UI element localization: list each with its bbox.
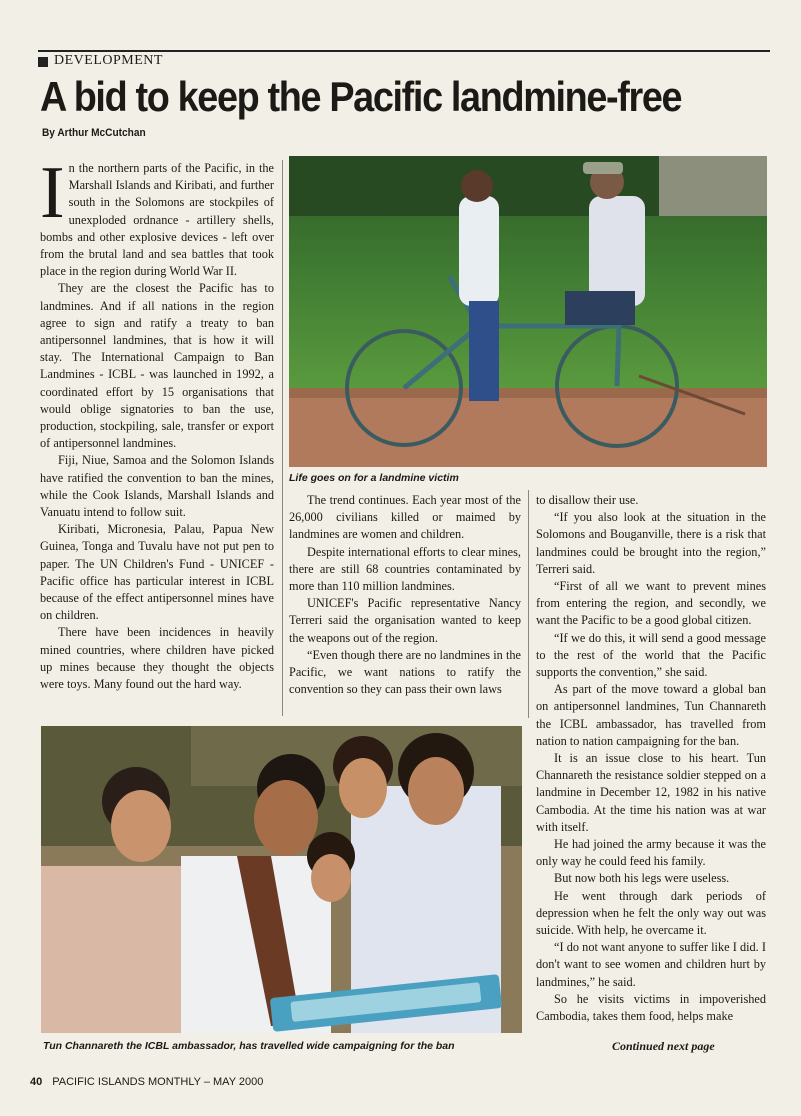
article-byline: By Arthur McCutchan: [42, 127, 146, 139]
publication-info: PACIFIC ISLANDS MONTHLY – MAY 2000: [52, 1076, 264, 1088]
column-divider: [282, 160, 283, 716]
drop-cap: I: [40, 152, 65, 234]
section-square-icon: [38, 57, 48, 67]
paragraph: The trend continues. Each year most of the 26,000 civilians killed or maimed by landmines are women and children.: [289, 493, 521, 542]
section-label: DEVELOPMENT: [54, 53, 163, 68]
photo-bicycle: [289, 156, 767, 467]
paragraph: They are the closest the Pacific has to landmines. And if all nations in the region agree to sign and ratify a treaty to ban antipersonnel landmines, that is how it will stay. The International Campaign to Ban Landmines - ICBL - was launched in 1992, a coordinated effort by 15 organisations that would oblige signatories to ban the use, production, stockpiling, sale, transfer or export of antipersonnel landmines.: [40, 281, 274, 451]
paragraph: Despite international efforts to clear mines, there are still 68 countries contaminated by more than 110 million landmines.: [289, 544, 521, 594]
photo-ambassador: [41, 726, 522, 1033]
paragraph: He had joined the army because it was the only way he could feed his family.: [536, 837, 766, 869]
page-footer: [30, 1076, 263, 1088]
column-divider: [528, 490, 529, 718]
paragraph: “If you also look at the situation in the Solomons and Bouganville, there is a risk that landmines could be brought into the region,” Terreri said.: [536, 510, 766, 576]
paragraph: He went through dark periods of depression when he felt the only way out was suicide. With help, he overcame it.: [536, 888, 766, 938]
paragraph: n the northern parts of the Pacific, in the Marshall Islands and Kiribati, and further south in the Solomons are stockpiles of unexploded ordnance - artillery shells, bombs and other explosive devices - left over from the brutal land and sea battles that took place in the region during World War II.: [40, 161, 274, 279]
continued-note: Continued next page: [612, 1039, 715, 1053]
article-headline: A bid to keep the Pacific landmine-free: [40, 73, 682, 120]
page-number: 40: [30, 1076, 43, 1088]
paragraph: “If we do this, it will send a good message to the rest of the world that the Pacific supports the convention,” she said.: [536, 630, 766, 680]
paragraph: But now both his legs were useless.: [554, 871, 730, 886]
section-header: [38, 50, 770, 68]
paragraph: Fiji, Niue, Samoa and the Solomon Islands have ratified the convention to ban the mines, while the Cook Islands, Marshall Islands and Vanuatu intend to follow suit.: [40, 453, 274, 520]
paragraph: “Even though there are no landmines in the Pacific, we want nations to ratify the convention so they can pass their own laws: [289, 647, 521, 697]
column-3: [536, 492, 766, 1037]
column-1: [40, 152, 274, 720]
paragraph: So he visits victims in impoverished Cambodia, takes them food, helps make: [536, 991, 766, 1024]
paragraph: It is an issue close to his heart. Tun Channareth the resistance soldier stepped on a landmine in December 12, 1982 in his native Cambodia. At the time his nation was at war with itself.: [536, 751, 766, 834]
photo2-caption: Tun Channareth the ICBL ambassador, has travelled wide campaigning for the ban: [43, 1040, 455, 1052]
paragraph: “I do not want anyone to suffer like I did. I don't want to see women and children hurt by landmines,” he said.: [536, 940, 766, 989]
paragraph: Kiribati, Micronesia, Palau, Papua New Guinea, Tonga and Tuvalu have not put pen to paper. The UN Children's Fund - UNICEF - Pacific office has particular interest in ICBL because of the effect antipersonnel mines have on children.: [40, 522, 274, 623]
paragraph: As part of the move toward a global ban on antipersonnel landmines, Tun Channareth the ICBL ambassador, has travelled from nation to nation campaigning for the ban.: [536, 682, 766, 748]
paragraph: to disallow their use.: [536, 493, 639, 507]
ambassador-photo-image: [41, 726, 522, 1033]
paragraph: “First of all we want to prevent mines from entering the region, and secondly, we want the Pacific to be a good global citizen.: [536, 579, 766, 628]
column-2: [289, 492, 521, 720]
bicycle-photo-image: [289, 156, 767, 467]
paragraph: There have been incidences in heavily mined countries, where children have picked up mines because they thought the objects were toys. Many found out the hard way.: [40, 625, 274, 692]
paragraph: UNICEF's Pacific representative Nancy Terreri said the organisation wanted to keep the weapons out of the region.: [289, 596, 521, 645]
photo1-caption: Life goes on for a landmine victim: [289, 472, 459, 484]
